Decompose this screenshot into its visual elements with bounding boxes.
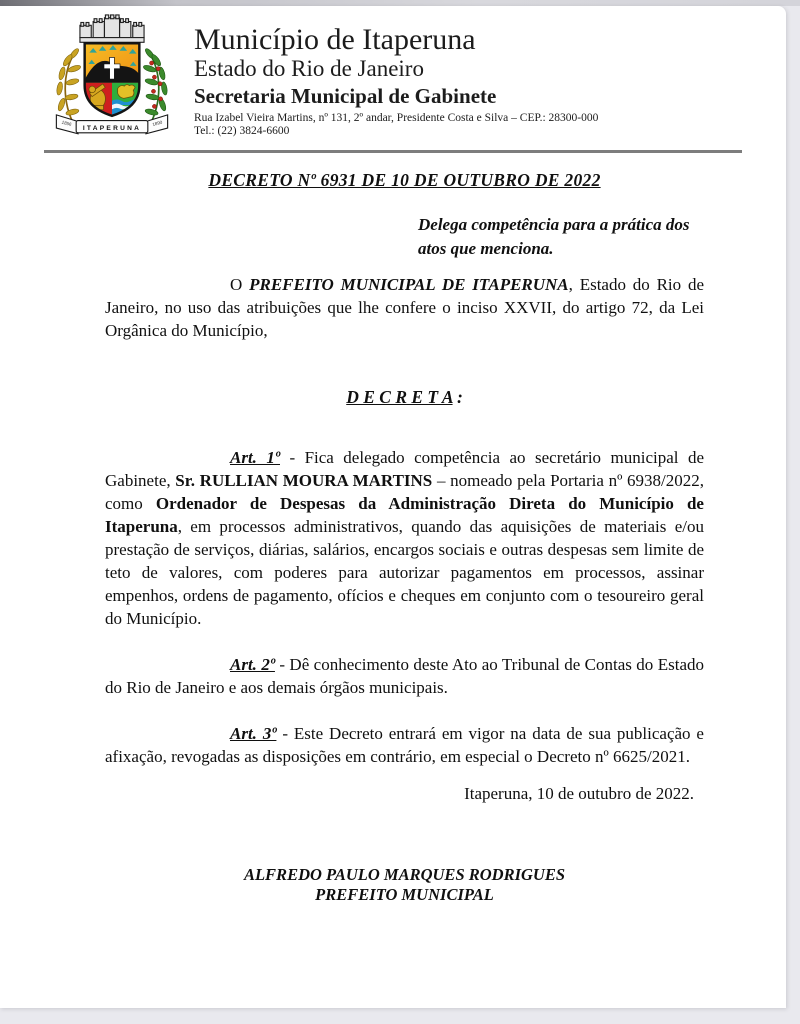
dateline: Itaperuna, 10 de outubro de 2022. bbox=[464, 784, 694, 803]
municipality-name: Município de Itaperuna bbox=[194, 23, 476, 56]
decreta-colon: : bbox=[452, 387, 463, 407]
article-2-paragraph: Art. 2º - Dê conhecimento deste Ato ao Tribunal de Contas do Estado do Rio de Janeiro e aos demais órgãos municipais. bbox=[105, 655, 704, 697]
decreta-heading bbox=[105, 386, 704, 409]
decreta-word: D E C R E T A bbox=[346, 387, 453, 407]
banner-text: ITAPERUNA bbox=[82, 124, 142, 132]
phone-line: Tel.: (22) 3824-6600 bbox=[194, 125, 290, 137]
signature-block bbox=[105, 865, 704, 904]
coat-of-arms-image bbox=[46, 14, 178, 146]
header-divider bbox=[44, 150, 742, 153]
department-name: Secretaria Municipal de Gabinete bbox=[194, 84, 497, 108]
olive-branch-icon bbox=[56, 47, 81, 125]
banner-year-right: 1890 bbox=[151, 119, 163, 128]
banner-year-left: 1856 bbox=[61, 119, 73, 128]
decree-title: DECRETO Nº 6931 DE 10 DE OUTUBRO DE 2022 bbox=[208, 170, 601, 190]
article-1-paragraph: Art. 1º - Fica delegado competência ao secretário municipal de Gabinete, Sr. RULLIAN MOURA MARTINS – nomeado pela Portaria nº 6938/2022, como Ordenador de Despesas da Administração Direta do Município de Itaperuna, em processos administrativos, quando das aquisições de materiais e/ou prestação de serviços, diárias, salários, encargos sociais e outras despesas sem limite de teto de valores, com poderes para autorizar pagamentos em processos, assinar empenhos, ordens de pagamento, ofícios e cheques em conjunto com o tesoureiro geral do Município. bbox=[105, 448, 705, 628]
signature-name: ALFREDO PAULO MARQUES RODRIGUES bbox=[243, 865, 566, 884]
decree-summary: Delega competência para a prática dos atos que menciona. bbox=[418, 215, 690, 258]
signature-role: PREFEITO MUNICIPAL bbox=[315, 884, 494, 904]
coat-of-arms bbox=[46, 14, 178, 146]
shield bbox=[85, 43, 141, 120]
mural-crown-icon bbox=[80, 15, 144, 42]
article-3-paragraph: Art. 3º - Este Decreto entrará em vigor na data de sua publicação e afixação, revogadas as disposições em contrário, em especial o Decreto nº 6625/2021. bbox=[105, 724, 704, 766]
banner-scroll bbox=[56, 115, 167, 134]
letterhead-text bbox=[178, 14, 598, 146]
decree-body bbox=[0, 169, 786, 904]
state-name: Estado do Rio de Janeiro bbox=[194, 56, 424, 81]
coffee-branch-icon bbox=[143, 47, 168, 128]
document-header bbox=[0, 6, 786, 146]
address-line: Rua Izabel Vieira Martins, nº 131, 2º andar, Presidente Costa e Silva – CEP.: 28300-000 bbox=[194, 112, 599, 124]
document-page bbox=[0, 6, 786, 1008]
opening-paragraph: O PREFEITO MUNICIPAL DE ITAPERUNA, Estado do Rio de Janeiro, no uso das atribuições que lhe confere o inciso XXVII, do artigo 72, da Lei Orgânica do Município, bbox=[105, 275, 705, 340]
